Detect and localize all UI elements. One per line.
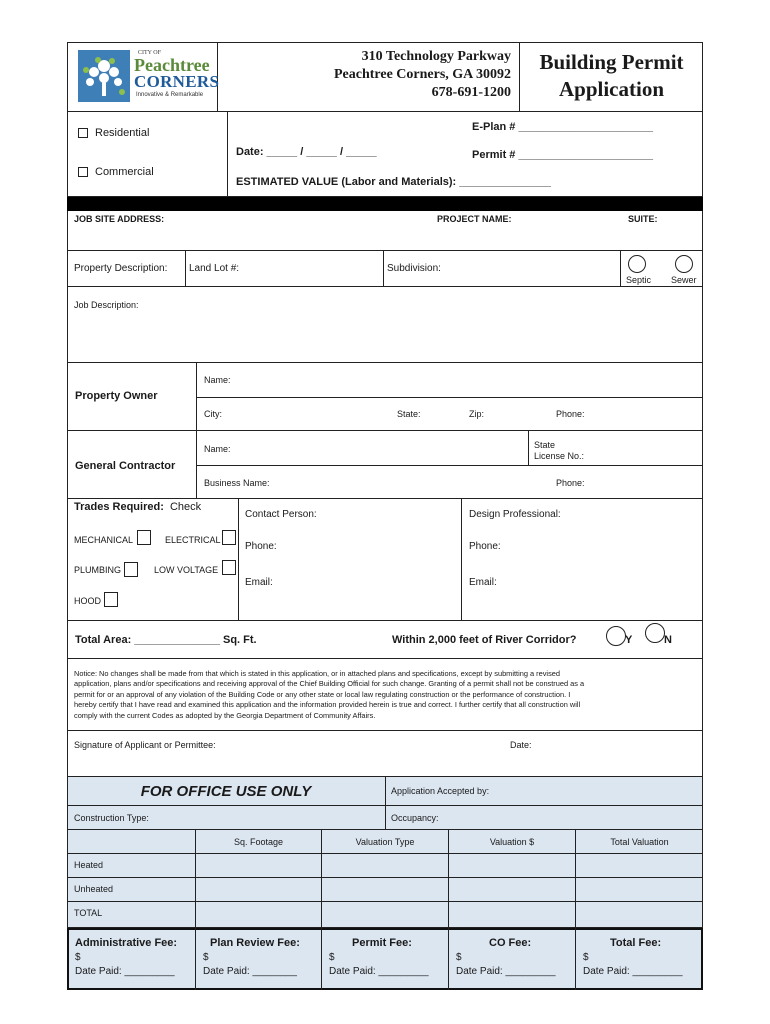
river-corridor-question: Within 2,000 feet of River Corridor?: [392, 634, 577, 646]
contact-person-field[interactable]: Contact Person:: [245, 509, 317, 520]
page-title-line2: Application: [558, 77, 665, 101]
trades-required-heading: Trades Required: Check: [74, 501, 202, 513]
sewer-radio[interactable]: [675, 255, 693, 273]
design-professional-field[interactable]: Design Professional:: [469, 509, 561, 520]
state-license-label-1: State: [534, 440, 556, 450]
col-valuation-dollar: Valuation $: [489, 837, 535, 847]
hood-checkbox[interactable]: [104, 592, 118, 607]
electrical-checkbox[interactable]: [222, 530, 236, 545]
col-valuation-type: Valuation Type: [355, 837, 415, 847]
suite-label: SUITE:: [628, 214, 658, 224]
owner-city-field[interactable]: City:: [204, 409, 222, 419]
commercial-option[interactable]: Commercial: [78, 166, 154, 178]
fee-plan-review-label: Plan Review Fee:: [210, 937, 300, 949]
logo-city-of: CITY OF: [138, 50, 161, 56]
application-accepted-by-field[interactable]: Application Accepted by:: [391, 786, 490, 796]
owner-phone-field[interactable]: Phone:: [556, 409, 585, 419]
contractor-name-field[interactable]: Name:: [204, 444, 231, 454]
electrical-label: ELECTRICAL: [165, 535, 221, 545]
design-email-field[interactable]: Email:: [469, 577, 497, 588]
row-heated: Heated: [74, 860, 104, 870]
owner-name-field[interactable]: Name:: [204, 375, 231, 385]
property-owner-heading: Property Owner: [75, 390, 158, 402]
land-lot-field[interactable]: Land Lot #:: [189, 263, 240, 274]
river-yes-label: Y: [625, 634, 633, 646]
fee-co-amount[interactable]: $: [456, 952, 462, 963]
fee-plan-review-date[interactable]: Date Paid: ________: [203, 966, 297, 977]
fee-permit-date[interactable]: Date Paid: _________: [329, 966, 429, 977]
fee-permit-label: Permit Fee:: [352, 937, 412, 949]
river-no-radio[interactable]: [645, 623, 665, 643]
row-total: TOTAL: [74, 908, 103, 918]
notice-line-5: comply with the current Codes as adopted by the Georgia Department of Community Affairs.: [74, 710, 376, 720]
notice-line-3: permit for or an approval of any violation of the Building Code or any other state or local law regulating construction or the performance of construction. I: [74, 689, 571, 699]
septic-radio[interactable]: [628, 255, 646, 273]
signature-section: [67, 731, 703, 777]
contractor-phone-field[interactable]: Phone:: [556, 478, 585, 488]
fee-total-amount[interactable]: $: [583, 952, 589, 963]
fee-co-date[interactable]: Date Paid: _________: [456, 966, 556, 977]
river-no-label: N: [664, 634, 672, 646]
subdivision-field[interactable]: Subdivision:: [387, 263, 441, 274]
tree-logo-icon: [78, 50, 130, 102]
fee-administrative-label: Administrative Fee:: [75, 937, 178, 949]
low-voltage-label: LOW VOLTAGE: [154, 565, 219, 575]
contact-phone-field[interactable]: Phone:: [245, 541, 277, 552]
job-description-box[interactable]: [67, 287, 703, 363]
signature-date-field[interactable]: Date:: [510, 740, 532, 750]
hood-label: HOOD: [74, 596, 101, 606]
project-name-label: PROJECT NAME:: [437, 214, 512, 224]
row-unheated: Unheated: [74, 884, 114, 894]
job-site-address-label: JOB SITE ADDRESS:: [74, 214, 165, 224]
notice-text: [74, 669, 699, 721]
low-voltage-checkbox[interactable]: [222, 560, 236, 575]
section-divider-bar: [67, 197, 703, 211]
residential-option[interactable]: Residential: [78, 127, 149, 139]
occupancy-field[interactable]: Occupancy:: [391, 813, 439, 823]
mechanical-label: MECHANICAL: [74, 535, 134, 545]
plumbing-checkbox[interactable]: [124, 562, 138, 577]
construction-type-field[interactable]: Construction Type:: [74, 813, 149, 823]
fee-total-label: Total Fee:: [610, 937, 662, 949]
commercial-checkbox[interactable]: [78, 167, 88, 177]
office-use-heading: FOR OFFICE USE ONLY: [140, 783, 312, 800]
plumbing-label: PLUMBING: [74, 565, 122, 575]
eplan-field[interactable]: E-Plan # ______________________: [472, 121, 654, 133]
notice-line-1: Notice: No changes shall be made from that which is stated in this application, or in attached plans and specifications, except by submitting a revised: [74, 669, 560, 678]
fee-administrative-date[interactable]: Date Paid: _________: [75, 966, 175, 977]
notice-line-4: hereby certify that I have read and examined this application and the information provided herein is true and correct. I further certify that all construction will: [74, 700, 581, 710]
total-area-field[interactable]: Total Area: ______________ Sq. Ft.: [75, 634, 257, 646]
date-field[interactable]: Date: _____ / _____ / _____: [236, 146, 377, 158]
state-license-label-2[interactable]: License No.:: [534, 451, 585, 461]
logo-tagline: Innovative & Remarkable: [136, 92, 204, 98]
sewer-label: Sewer: [671, 275, 697, 285]
fee-plan-review-amount[interactable]: $: [203, 952, 209, 963]
job-description-label: Job Description:: [74, 300, 139, 310]
fee-permit-amount[interactable]: $: [329, 952, 335, 963]
septic-label: Septic: [626, 275, 652, 285]
property-description-label: Property Description:: [74, 263, 168, 274]
residential-checkbox[interactable]: [78, 128, 88, 138]
design-phone-field[interactable]: Phone:: [469, 541, 501, 552]
estimated-value-field[interactable]: ESTIMATED VALUE (Labor and Materials): _______________: [236, 176, 552, 188]
address-street: 310 Technology Parkway: [361, 49, 511, 64]
general-contractor-heading: General Contractor: [75, 460, 176, 472]
permit-number-field[interactable]: Permit # ______________________: [472, 149, 654, 161]
page-title-line1: Building Permit: [539, 50, 684, 74]
fee-co-label: CO Fee:: [489, 937, 532, 949]
col-sq-footage: Sq. Footage: [233, 837, 284, 847]
owner-state-field[interactable]: State:: [397, 409, 421, 419]
address-city: Peachtree Corners, GA 30092: [333, 67, 511, 82]
owner-zip-field[interactable]: Zip:: [469, 409, 485, 419]
business-name-field[interactable]: Business Name:: [204, 478, 270, 488]
mechanical-checkbox[interactable]: [137, 530, 151, 545]
fee-administrative-amount[interactable]: $: [75, 952, 81, 963]
address-phone: 678-691-1200: [431, 85, 511, 100]
logo-line2: CORNERS: [134, 72, 220, 91]
trades-section: [67, 499, 703, 621]
logo-line1: Peachtree: [134, 55, 210, 75]
signature-field[interactable]: Signature of Applicant or Permittee:: [74, 740, 216, 750]
notice-line-2: application, plans and/or specifications and receiving approval of the Chief Building Official for such change. Granting of a permit shall not be construed as a: [74, 679, 585, 689]
col-total-valuation: Total Valuation: [610, 837, 669, 847]
city-logo: [78, 48, 220, 104]
river-yes-radio[interactable]: [606, 626, 626, 646]
fee-total-date[interactable]: Date Paid: _________: [583, 966, 683, 977]
contact-email-field[interactable]: Email:: [245, 577, 273, 588]
